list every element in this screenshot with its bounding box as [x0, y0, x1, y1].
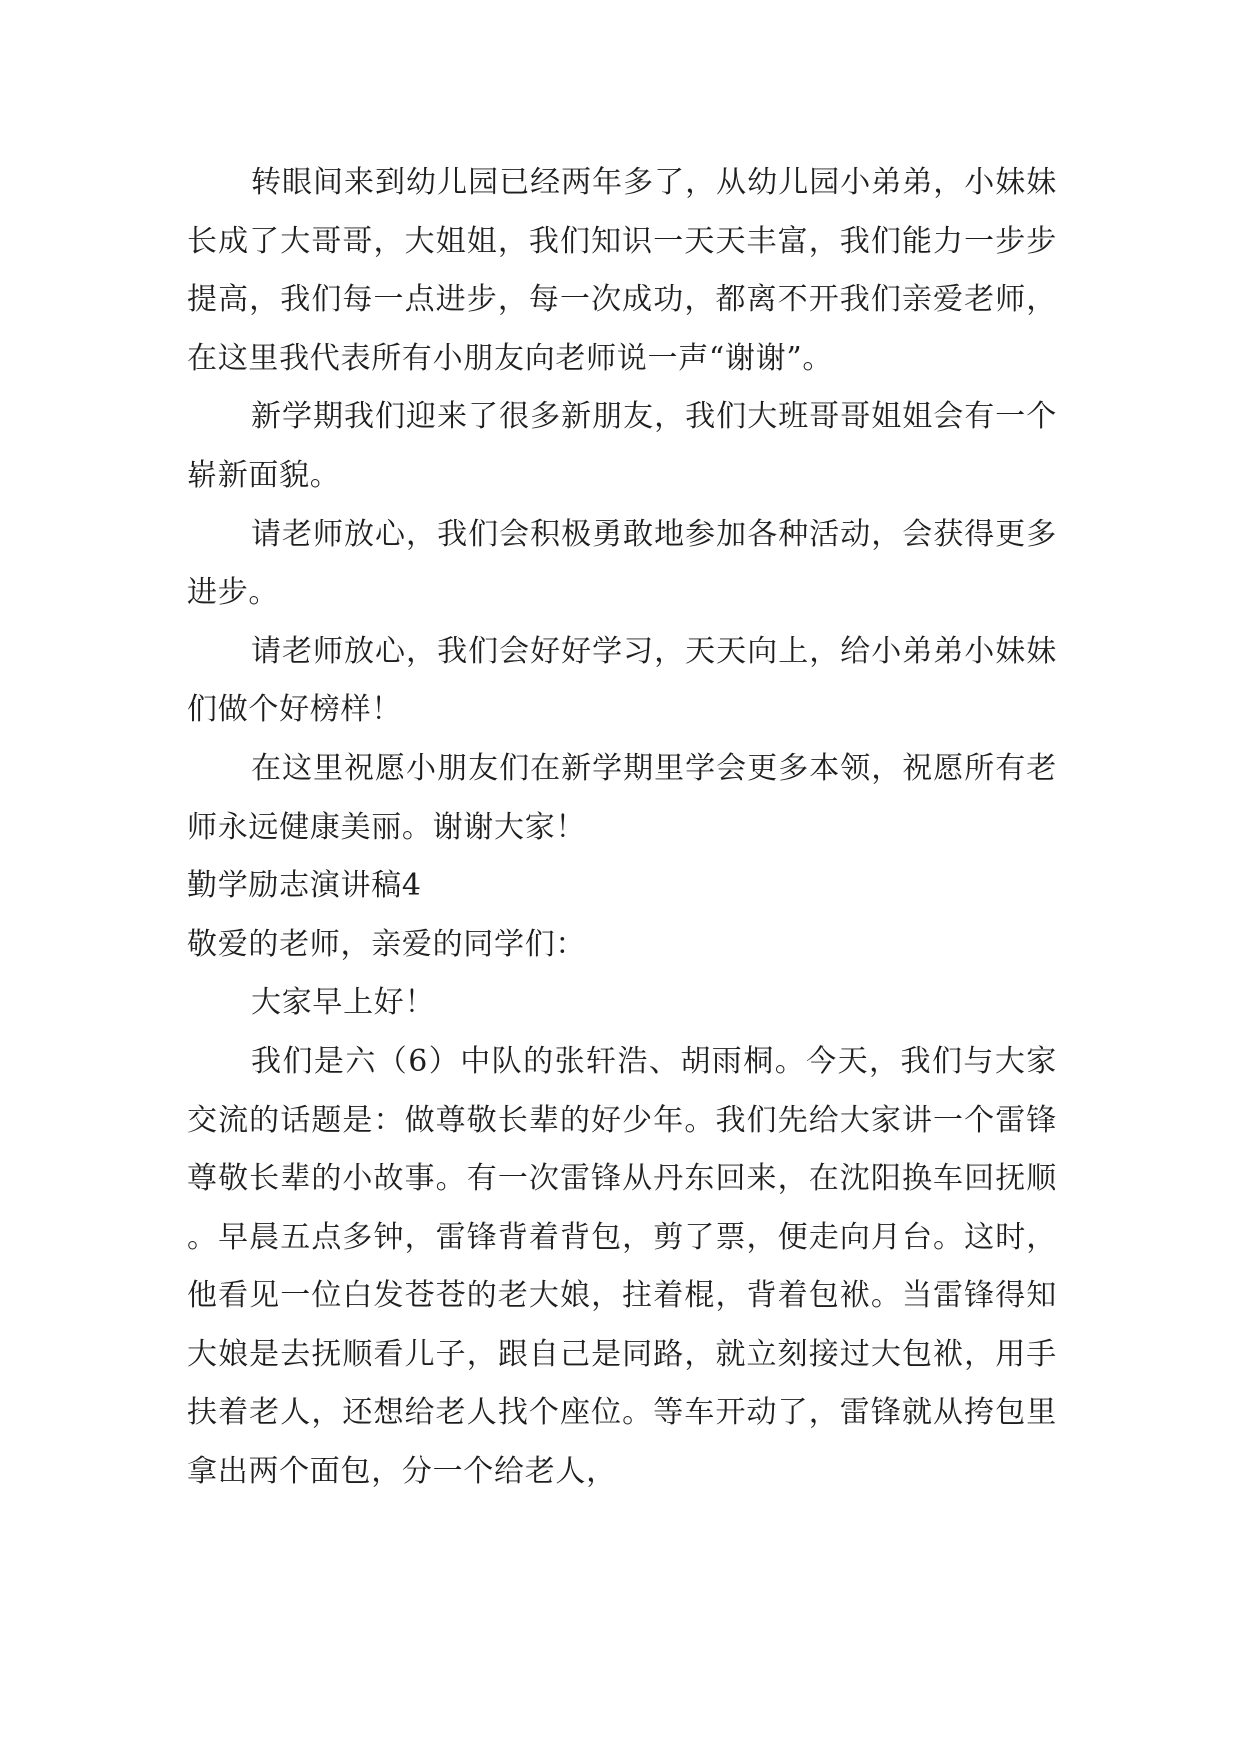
document-body — [187, 154, 1057, 1502]
paragraph-lei-feng-story: 我们是六（6）中队的张轩浩、胡雨桐。今天，我们与大家交流的话题是：做尊敬长辈的好少年。我们先给大家讲一个雷锋尊敬长辈的小故事。有一次雷锋从丹东回来，在沈阳换车回抚顺。早晨五点多钟，雷锋背着背包，剪了票，便走向月台。这时，他看见一位白发苍苍的老大娘，拄着棍，背着包袱。当雷锋得知大娘是去抚顺看儿子，跟自己是同路，就立刻接过大包袱，用手扶着老人，还想给老人找个座位。等车开动了，雷锋就从挎包里拿出两个面包，分一个给老人， — [187, 1043, 1057, 1490]
section-heading: 勤学励志演讲稿4 — [187, 868, 422, 904]
greeting: 大家早上好！ — [251, 985, 436, 1021]
salutation: 敬爱的老师，亲爱的同学们： — [187, 926, 587, 962]
paragraph-good-example: 请老师放心，我们会好好学习，天天向上，给小弟弟小妹妹们做个好榜样！ — [187, 633, 1057, 728]
paragraph-activities: 请老师放心，我们会积极勇敢地参加各种活动，会获得更多进步。 — [187, 516, 1057, 611]
paragraph-wishes: 在这里祝愿小朋友们在新学期里学会更多本领，祝愿所有老师永远健康美丽。谢谢大家！ — [187, 750, 1057, 845]
paragraph-new-friends: 新学期我们迎来了很多新朋友，我们大班哥哥姐姐会有一个崭新面貌。 — [187, 399, 1057, 493]
paragraph-growth-thanks: 转眼间来到幼儿园已经两年多了，从幼儿园小弟弟，小妹妹长成了大哥哥，大姐姐，我们知识一天天丰富，我们能力一步步提高，我们每一点进步，每一次成功，都离不开我们亲爱老师，在这里我代表所有小朋友向老师说一声“谢谢”。 — [187, 165, 1057, 376]
